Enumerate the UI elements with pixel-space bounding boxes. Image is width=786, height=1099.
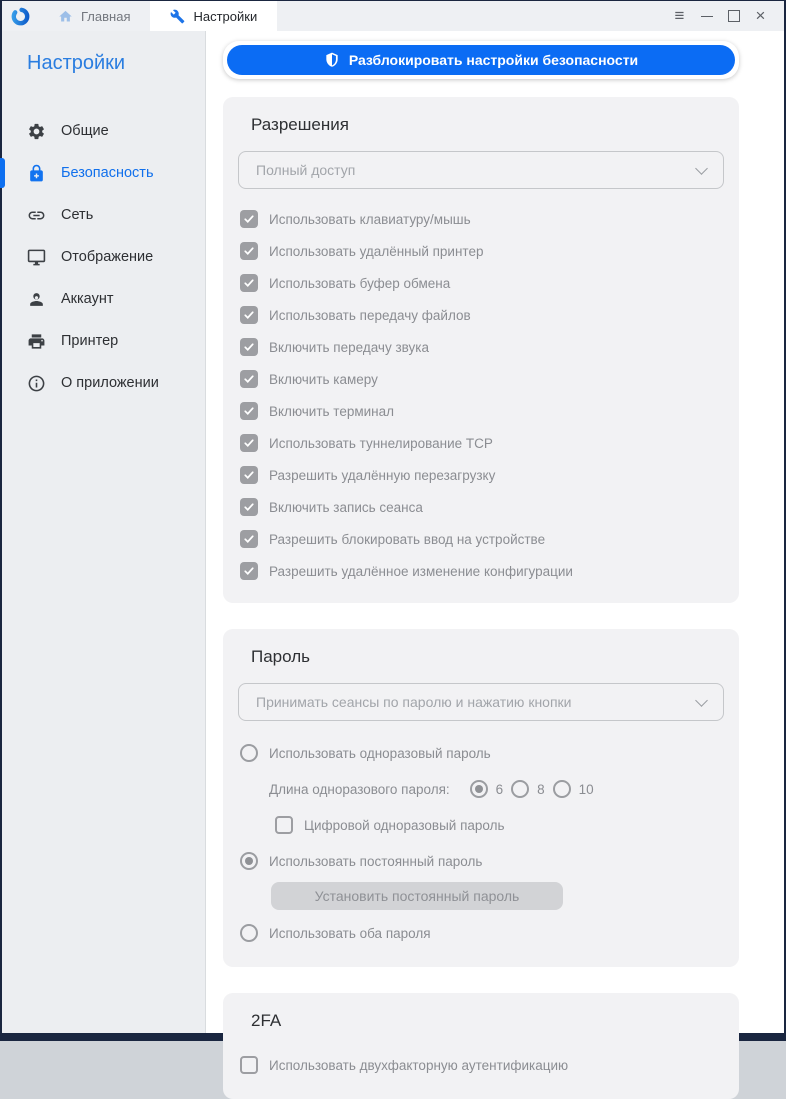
security-settings-panel [206,31,784,1073]
permissions-section [223,97,739,603]
password-section [223,629,739,967]
otp-length-option-6[interactable] [470,780,504,798]
sidebar-nav [2,110,205,404]
permission-label: Использовать туннелирование TCP [269,435,493,451]
menu-icon[interactable]: ≡ [674,6,685,25]
titlebar [2,1,784,31]
permission-checkbox[interactable] [240,210,258,228]
twofa-checkbox-row [238,1047,724,1083]
sidebar-item-label: Отображение [61,249,154,265]
access-mode-value: Полный доступ [256,162,356,178]
otp-length-radio[interactable] [553,780,571,798]
digital-otp-label: Цифровой одноразовый пароль [304,817,505,833]
permissions-title: Разрешения [251,115,349,134]
window-controls [666,1,784,31]
sidebar-item-display[interactable] [2,236,205,278]
set-permanent-password-button[interactable]: Установить постоянный пароль [271,882,563,910]
sidebar-item-label: Аккаунт [61,291,114,307]
permission-label: Включить камеру [269,371,378,387]
otp-radio[interactable] [240,744,258,762]
otp-length-label: Длина одноразового пароля: [269,781,450,797]
unlock-security-settings-button[interactable] [227,45,735,75]
permission-label: Разрешить удалённую перезагрузку [269,467,496,483]
permission-row [238,555,724,587]
tab-home-label: Главная [81,8,131,24]
permission-row [238,395,724,427]
maximize-icon[interactable] [720,1,747,31]
otp-length-value: 6 [495,781,504,797]
printer-icon [27,332,46,351]
permission-label: Использовать удалённый принтер [269,243,484,259]
sidebar-item-label: Безопасность [61,165,154,181]
twofa-checkbox-label: Использовать двухфакторную аутентификацию [269,1057,569,1073]
digital-otp-checkbox[interactable] [275,816,293,834]
sidebar-item-label: О приложении [61,375,159,391]
sidebar-item-security[interactable] [2,152,205,194]
password-mode-value: Принимать сеансы по паролю и нажатию кнопки [256,694,572,710]
permission-row [238,203,724,235]
info-icon [27,374,46,393]
chevron-down-icon [695,162,708,175]
settings-sidebar [2,31,206,1033]
permission-checkbox[interactable] [240,530,258,548]
unlock-button-card [223,41,739,79]
twofa-title: 2FA [251,1011,282,1030]
permission-row [238,331,724,363]
both-radio-row [238,915,724,951]
permission-label: Использовать передачу файлов [269,307,471,323]
permission-label: Использовать буфер обмена [269,275,451,291]
permanent-radio-row [238,843,724,879]
chevron-down-icon [695,694,708,707]
sidebar-item-about[interactable] [2,362,205,404]
otp-radio-row [238,735,724,771]
sidebar-item-label: Сеть [61,207,94,223]
otp-radio-label: Использовать одноразовый пароль [269,745,491,761]
sidebar-item-label: Принтер [61,333,119,349]
twofa-section [223,993,739,1099]
permission-checkbox[interactable] [240,338,258,356]
sidebar-item-network[interactable] [2,194,205,236]
permission-label: Разрешить блокировать ввод на устройстве [269,531,546,547]
gear-icon [27,122,46,141]
permission-row [238,459,724,491]
permission-checkbox[interactable] [240,370,258,388]
permission-label: Включить передачу звука [269,339,429,355]
permission-row [238,523,724,555]
otp-length-value: 10 [578,781,594,797]
permission-row [238,427,724,459]
minimize-icon[interactable] [693,1,720,31]
permission-checkbox[interactable] [240,242,258,260]
both-radio-label: Использовать оба пароля [269,925,431,941]
home-icon [58,9,73,24]
wrench-icon [170,9,185,24]
sidebar-item-general[interactable] [2,110,205,152]
selected-indicator [0,158,5,188]
close-icon[interactable]: × [755,6,766,25]
titlebar-drag-area [277,1,666,31]
permissions-list [238,203,724,587]
sidebar-item-account[interactable] [2,278,205,320]
both-passwords-radio[interactable] [240,924,258,942]
otp-length-radio[interactable] [470,780,488,798]
permission-checkbox[interactable] [240,498,258,516]
permission-checkbox[interactable] [240,274,258,292]
permission-label: Включить терминал [269,403,395,419]
otp-length-row [269,771,724,807]
permission-checkbox[interactable] [240,466,258,484]
tab-home[interactable] [38,1,150,31]
permission-row [238,267,724,299]
permission-label: Включить запись сеанса [269,499,423,515]
permission-label: Использовать клавиатуру/мышь [269,211,471,227]
permission-label: Разрешить удалённое изменение конфигурации [269,563,573,579]
unlock-button-label: Разблокировать настройки безопасности [348,52,639,68]
monitor-icon [27,248,46,267]
twofa-checkbox[interactable] [240,1056,258,1074]
permission-checkbox[interactable] [240,562,258,580]
access-mode-dropdown[interactable] [238,151,724,189]
password-title: Пароль [251,647,310,666]
sidebar-title: Настройки [27,52,126,74]
password-mode-dropdown[interactable] [238,683,724,721]
permission-row [238,299,724,331]
sidebar-item-label: Общие [61,123,109,139]
permission-row [238,491,724,523]
otp-length-options [462,780,594,798]
otp-length-option-8[interactable] [511,780,545,798]
lock-icon [27,164,46,183]
permanent-password-radio[interactable] [240,852,258,870]
link-icon [27,206,46,225]
person-icon [27,290,46,309]
permanent-radio-label: Использовать постоянный пароль [269,853,483,869]
tab-settings-label: Настройки [193,8,258,24]
app-logo [2,1,38,31]
sidebar-item-printer[interactable] [2,320,205,362]
permission-checkbox[interactable] [240,402,258,420]
permission-row [238,235,724,267]
shield-icon [324,52,340,68]
permission-checkbox[interactable] [240,434,258,452]
tab-settings[interactable] [150,1,277,31]
permission-checkbox[interactable] [240,306,258,324]
otp-length-value: 8 [537,781,545,797]
digital-otp-row [273,807,724,843]
otp-length-radio[interactable] [511,780,529,798]
otp-length-option-10[interactable] [553,780,594,798]
permission-row [238,363,724,395]
